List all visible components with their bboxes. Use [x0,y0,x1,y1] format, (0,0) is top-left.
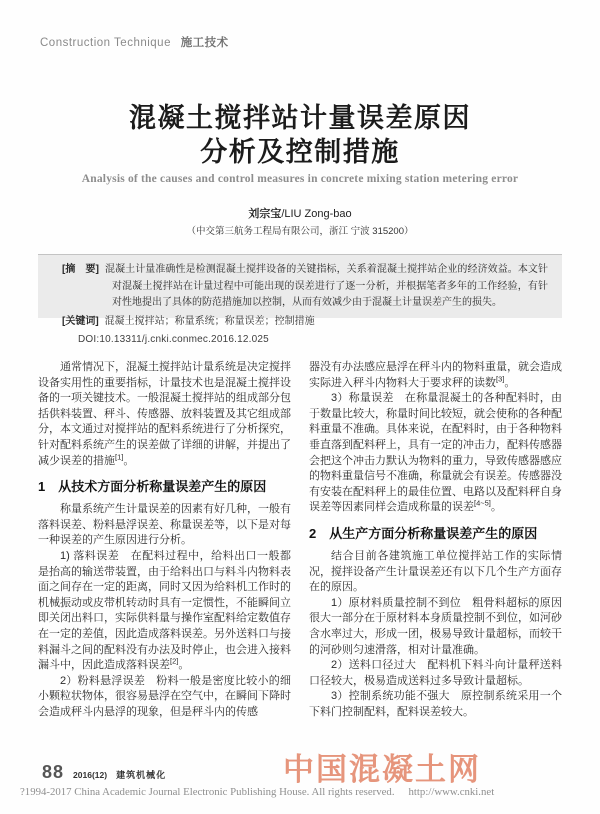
article-title [0,101,600,169]
watermark-text: 中国混凝土网 [283,752,481,787]
paragraph: 3）控制系统功能不强大 原控制系统采用一个下料门控制配料，配料误差较大。 [309,690,562,718]
header-section-cn: 施工技术 [180,37,229,49]
paragraph: 3）称量误差 在称量混凝土的各种配料时，由于数量比较大，称量时间比较短，就会使称的各种配料重量不准确。具体来说，在配料时，由于各种物料垂直落到配料秤上，具有一定的冲击力，配料传感器会把这个冲击力默认为物料的重力，导致传感器感应的物料重量信号不准确，称量就会有误差。传感器没有安装在配料秤上的最佳位置、电路以及配料秤自身误差等因素同样会造成称量的误差[4~5]。 [309,392,562,514]
keywords-line [38,312,562,327]
abstract-label: [摘 要] [62,264,99,275]
article-title-line2: 分析及控制措施 [200,137,400,167]
journal-name: 建筑机械化 [116,770,167,780]
paragraph: 2）送料口径过大 配料机下料斗向计量秤送料口径较大，极易造成送料过多导致计量超标。 [309,659,562,687]
author-line [0,205,600,221]
article-title-english: Analysis of the causes and control measures in concrete mixing station metering error [81,173,519,185]
section-heading-1: 1 从技术方面分析称量误差产生的原因 [38,479,267,495]
keywords-label: [关键词] [62,316,99,327]
copyright-url: http://www.cnki.net [408,786,495,798]
article-body [38,360,562,720]
abstract-paragraph [62,262,548,312]
paragraph-continued: 器没有办法感应悬浮在秤斗内的物料重量，就会造成实际进入秤斗内物料大于要求秤的读数[3]。 [309,361,562,389]
right-column [309,360,562,720]
section-heading-2: 2 从生产方面分析称量误差产生的原因 [309,525,538,541]
left-column [38,360,291,720]
page-footer [42,762,166,783]
article-title-line1: 混凝土搅拌站计量误差原因 [129,103,471,133]
copyright-text: ?1994-2017 China Academic Journal Electronic Publishing House. All rights reserved. [20,786,395,798]
paragraph: 称量系统产生计量误差的因素有好几种，一般有落料误差、粉料悬浮误差、称量误差等，以下是对每一种误差的产生原因进行分析。 [38,503,291,547]
journal-issue: 2016(12) [73,770,108,780]
abstract-box [38,254,562,318]
header-section-en: Construction Technique [40,37,171,49]
running-header [40,34,229,50]
author-name-en: /LIU Zong-bao [281,208,352,220]
paragraph: 2）粉料悬浮误差 粉料一般是密度比较小的细小颗粒状物体，很容易悬浮在空气中，在瞬间下降时会造成秤斗内悬浮的现象，但是秤斗内的传感 [38,674,291,718]
paragraph: 1）原材料质量控制不到位 粗骨料超标的原因很大一部分在于原材料本身质量控制不到位，如河砂含水率过大，形成一团，极易导致计量超标，而较干的河砂则匀速滑落，相对计量准确。 [309,596,562,656]
copyright-line [20,786,586,798]
keywords-text: 混凝土搅拌站；称量系统；称量误差；控制措施 [104,316,315,327]
author-name-cn: 刘宗宝 [248,208,282,220]
paragraph: 1) 落料误差 在配料过程中，给料出口一般都是抬高的输送带装置，由于给料出口与料斗内物料表面之间存在一定的距离，同时又因为给料机工作时的机械振动或皮带机转动时具有一定惯性，不能瞬间立即关闭出料口，实际供料量与操作室配料给定数值存在一定的差值，因此造成落料误差。另外送料口与接料漏斗之间的配料没有办法及时停止，也会进入接料漏斗中，因此造成落料误差[2]。 [38,549,291,672]
author-affiliation: （中交第三航务工程局有限公司，浙江 宁波 315200） [186,226,414,237]
page-number: 88 [42,762,65,782]
abstract-text: 混凝土计量准确性是检测混凝土搅拌设备的关键指标，关系着混凝土搅拌站企业的经济效益。本文针对混凝土搅拌站在计量过程中可能出现的误差进行了逐一分析，并根据笔者多年的工作经验，有针对性地提出了具体的防范措施加以控制，从而有效减少由于混凝土计量误差产生的损失。 [104,264,548,308]
doi-line: DOI:10.13311/j.cnki.conmec.2016.12.025 [78,334,269,345]
paragraph: 通常情况下，混凝土搅拌站计量系统是决定搅拌设备实用性的重要指标，计量技术也是混凝土搅拌设备的一项关键技术。一般混凝土搅拌站的组成部分包括供料装置、秤斗、传感器、放料装置及其它组成部分，本文通过对搅拌站的配料系统进行了分析探究，针对配料系统产生的误差做了详细的讲解，并提出了减少误差的措施[1]。 [38,361,291,467]
paragraph: 结合目前各建筑施工单位搅拌站工作的实际情况，搅拌设备产生计量误差还有以下几个生产方面存在的原因。 [309,549,562,594]
